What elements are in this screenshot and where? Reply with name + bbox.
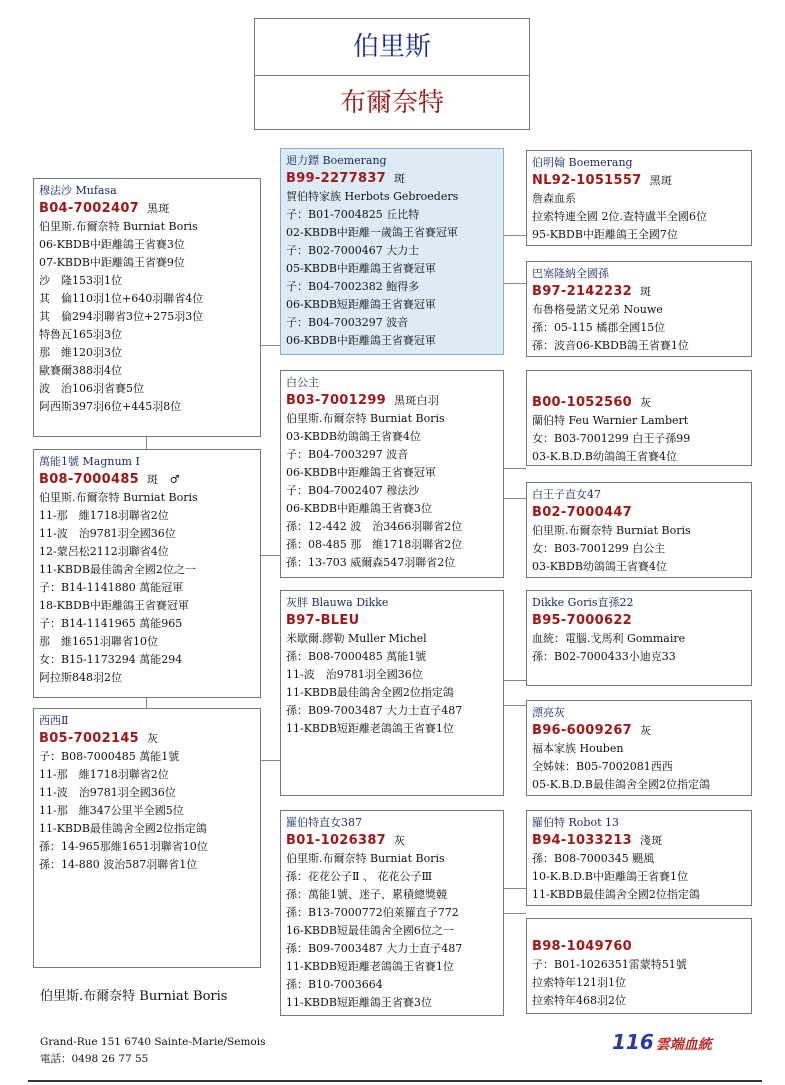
info-line: 伯里斯.布爾奈特 Burniat Boris (532, 524, 691, 537)
info-line: 阿西斯397羽6位+445羽8位 (39, 400, 182, 413)
card-sire-dam-dam (526, 482, 752, 578)
info-line: 賀伯特家族 Herbots Gebroeders (286, 190, 459, 203)
info-line: 沙 隆153羽1位 (39, 274, 122, 287)
pigeon-color: 灰 (147, 732, 159, 745)
info-line: 詹森血系 (532, 192, 576, 205)
info-line: 孫：13-703 威爾森547羽聯省2位 (286, 556, 456, 569)
info-line: 孫：波音06-KBDB鴿王省賽1位 (532, 339, 689, 352)
pigeon-name: 白王子直女47 (532, 488, 601, 501)
info-line: 子：B02-7000467 大力士 (286, 244, 420, 257)
card-dam-dam (33, 708, 261, 968)
info-line: 那 維120羽3位 (39, 346, 122, 359)
pigeon-name: 穆法沙 Mufasa (39, 184, 117, 197)
title-line-1: 伯里斯 (255, 19, 529, 76)
pigeon-color: 灰 (394, 834, 406, 847)
info-line: 10-K.B.D.B中距離鴿王省賽1位 (532, 870, 689, 883)
logo-text: 雲端血統 (655, 1037, 712, 1053)
info-line: 06-KBDB中距離鴿王省賽冠軍 (286, 466, 436, 479)
card-sire-sire-sire (526, 150, 752, 246)
pigeon-color: 淺斑 (640, 834, 663, 847)
ring-number: B02-7000447 (532, 505, 633, 520)
info-line: 伯里斯.布爾奈特 Burniat Boris (39, 220, 198, 233)
info-line: 03-KBDB幼鴿鴿王省賽4位 (532, 560, 667, 573)
info-line: 拉索特年468羽2位 (532, 994, 626, 1007)
info-line: 16-KBDB短最佳鴿舍全國6位之一 (286, 924, 454, 937)
info-line: 女：B03-7001299 白王子孫99 (532, 432, 691, 445)
info-line: 03-K.B.D.B幼鴿鴿王省賽4位 (532, 450, 678, 463)
info-line: 子：B08-7000485 萬能1號 (39, 750, 180, 763)
ring-number: B99-2277837 (286, 171, 387, 186)
card-dam (33, 449, 261, 698)
info-line: 孫：12-442 波 治3466羽聯省2位 (286, 520, 463, 533)
info-line: 12-蒙呂松2112羽聯省4位 (39, 545, 169, 558)
info-line: 孫：14-965那維1651羽聯省10位 (39, 840, 208, 853)
ring-number: B03-7001299 (286, 393, 387, 408)
info-line: 子：B04-7003297 波音 (286, 448, 409, 461)
info-line: 孫：B09-7003487 大力士直子487 (286, 704, 463, 717)
ring-number: B04-7002407 (39, 201, 140, 216)
info-line: 伯里斯.布爾奈特 Burniat Boris (39, 491, 198, 504)
info-line: 那 維1651羽聯省10位 (39, 635, 158, 648)
connector-line (261, 555, 280, 556)
info-line: 子：B14-1141965 萬能965 (39, 617, 183, 630)
info-line: 歐賽爾388羽4位 (39, 364, 122, 377)
card-dam-dam-sire (280, 810, 504, 1016)
info-line: 孫：B13-7000772伯萊羅直子772 (286, 906, 459, 919)
info-line: 阿拉斯848羽2位 (39, 671, 122, 684)
info-line: 女：B03-7001299 白公主 (532, 542, 666, 555)
card-dam-sire (280, 590, 504, 796)
info-line: 子：B04-7002382 鮑得多 (286, 280, 420, 293)
info-line: 06-KBDB短距離鴿王省賽冠軍 (286, 298, 436, 311)
info-line: 02-KBDB中距離一歲鴿王省賽冠軍 (286, 226, 458, 239)
pigeon-name: 羅伯特直女387 (286, 816, 362, 829)
info-line: 11-KBDB短距離鴿王省賽3位 (286, 996, 432, 1009)
info-line: 11-那 維1718羽聯省2位 (39, 768, 169, 781)
connector-line (504, 705, 526, 706)
connector-line (146, 698, 147, 708)
ring-number: B98-1049760 (532, 939, 633, 954)
connector-line (504, 680, 526, 681)
pigeon-name: 萬能1號 Magnum Ⅰ (39, 455, 140, 468)
card-dam-dam-sire-dam (526, 918, 752, 1014)
info-line: 07-KBDB中距離鴿王省賽9位 (39, 256, 185, 269)
pigeon-name: 白公主 (286, 376, 319, 389)
connector-line (146, 437, 147, 449)
info-line: 孫：B08-7000345 颶風 (532, 852, 655, 865)
info-line: 03-KBDB幼鴿鴿王省賽4位 (286, 430, 421, 443)
pigeon-name: 迴力鏢 Boemerang (286, 154, 387, 167)
info-line: 06-KBDB中距離鴿王省賽冠軍 (286, 334, 436, 347)
pigeon-color: 斑 (640, 285, 652, 298)
info-line: 11-KBDB最佳鴿舍全國2位指定鴿 (532, 888, 700, 901)
info-line: 女：B15-1173294 萬能294 (39, 653, 183, 666)
info-line: 11-波 治9781羽全國36位 (39, 527, 176, 540)
connector-line (504, 913, 526, 914)
info-line: 孫：08-485 那 維1718羽聯省2位 (286, 538, 463, 551)
pigeon-name: 巴塞隆納全國孫 (532, 267, 609, 280)
breeder-name: 伯里斯.布爾奈特 Burniat Boris (40, 989, 228, 1004)
pigeon-name: 灰胖 Blauwa Dikke (286, 596, 389, 609)
info-line: 特魯瓦165羽3位 (39, 328, 122, 341)
info-line: 波 治106羽省賽5位 (39, 382, 144, 395)
info-line: 孫：B10-7003664 (286, 978, 383, 991)
card-sire-dam (280, 370, 504, 578)
info-line: 子：B14-1141880 萬能冠軍 (39, 581, 184, 594)
info-line: 孫：B09-7003487 大力士直子487 (286, 942, 463, 955)
ring-number: B00-1052560 (532, 395, 633, 410)
title-box (254, 18, 530, 130)
pigeon-color: 斑 (394, 172, 406, 185)
contact-info (40, 1034, 265, 1068)
ring-number: B05-7002145 (39, 731, 140, 746)
info-line: 全姊妹：B05-7002081西西 (532, 760, 673, 773)
pigeon-color: 黑斑 (147, 202, 170, 215)
bottom-divider (28, 1080, 762, 1082)
pigeon-name: Dikke Goris直孫22 (532, 596, 634, 609)
card-dam-sire-dam (526, 700, 752, 796)
ring-number: B97-2142232 (532, 284, 633, 299)
info-line: 孫：萬能1號、迷子、累積總獎競 (286, 888, 447, 901)
info-line: 11-波 治9781羽全國36位 (286, 668, 423, 681)
connector-line (261, 760, 280, 761)
info-line: 18-KBDB中距離鴿王省賽冠軍 (39, 599, 189, 612)
ring-number: B94-1033213 (532, 833, 633, 848)
connector-line (504, 498, 526, 499)
phone: 電話：0498 26 77 55 (40, 1053, 149, 1065)
info-line: 11-KBDB最佳鴿舍全國2位指定鴿 (39, 822, 207, 835)
info-line: 11-KBDB最佳鴿舍全國2位指定鴿 (286, 686, 454, 699)
info-line: 血統：電腦.戈馬利 Gommaire (532, 632, 686, 645)
card-dam-dam-sire-sire (526, 810, 752, 906)
info-line: 11-那 維347公里半全國5位 (39, 804, 184, 817)
info-line: 子：B04-7002407 穆法沙 (286, 484, 420, 497)
connector-line (504, 888, 526, 889)
pigeon-color: 黑斑 (649, 174, 673, 187)
card-sire-sire (280, 148, 504, 355)
pigeon-name: 漂亮灰 (532, 706, 565, 719)
card-sire-dam-sire (526, 370, 752, 466)
info-line: 布魯格曼諾文兄弟 Nouwe (532, 303, 663, 316)
info-line: 福本家族 Houben (532, 742, 624, 755)
info-line: 11-那 維1718羽聯省2位 (39, 509, 169, 522)
connector-line (504, 235, 526, 236)
info-line: 其 倫294羽聯省3位+275羽3位 (39, 310, 204, 323)
info-line: 06-KBDB中距離鴿王省賽3位 (39, 238, 185, 251)
info-line: 95-KBDB中距離鴿王全國7位 (532, 228, 678, 241)
info-line: 孫：14-880 波治587羽聯省1位 (39, 858, 198, 871)
info-line: 子：B01-1026351雷蒙特51號 (532, 958, 687, 971)
info-line: 其 倫110羽1位+640羽聯省4位 (39, 292, 204, 305)
info-line: 伯里斯.布爾奈特 Burniat Boris (286, 852, 445, 865)
info-line: 05-K.B.D.B最佳鴿舍全國2位指定鴿 (532, 778, 711, 791)
pigeon-name: 伯明翰 Boemerang (532, 156, 633, 169)
info-line: 孫：B08-7000485 萬能1號 (286, 650, 427, 663)
connector-line (261, 345, 280, 346)
info-line: 子：B04-7003297 波音 (286, 316, 409, 329)
pigeon-color: 黑斑白羽 (394, 394, 440, 407)
brand-logo (612, 1030, 712, 1054)
info-line: 拉索特連全國 2位.查特盧半全國6位 (532, 210, 707, 223)
card-sire (33, 178, 261, 437)
info-line: 孫：花花公子Ⅱ 、 花花公子Ⅲ (286, 870, 433, 883)
pigeon-name: 羅伯特 Robot 13 (532, 816, 619, 829)
pigeon-color: 斑 ♂ (147, 473, 180, 486)
info-line: 蘭伯特 Feu Warnier Lambert (532, 414, 689, 427)
logo-number: 116 (612, 1030, 654, 1054)
title-line-2: 布爾奈特 (339, 88, 444, 118)
pigeon-name: 西西Ⅱ (39, 714, 69, 727)
info-line: 子：B01-7004825 丘比特 (286, 208, 420, 221)
card-sire-sire-dam (526, 261, 752, 357)
ring-number: B95-7000622 (532, 613, 633, 628)
info-line: 伯里斯.布爾奈特 Burniat Boris (286, 412, 445, 425)
info-line: 06-KBDB中距離鴿王省賽3位 (286, 502, 432, 515)
ring-number: B97-BLEU (286, 613, 360, 628)
address: Grand-Rue 151 6740 Sainte-Marie/Semois (40, 1036, 266, 1048)
info-line: 米歇爾.繆勒 Muller Michel (286, 632, 427, 645)
pigeon-color: 灰 (640, 396, 652, 409)
info-line: 11-KBDB最佳鴿舍全國2位之一 (39, 563, 196, 576)
info-line: 11-KBDB短距離老鴿鴿王省賽1位 (286, 960, 454, 973)
connector-line (504, 468, 526, 469)
info-line: 拉索特年121羽1位 (532, 976, 626, 989)
ring-number: B96-6009267 (532, 723, 633, 738)
ring-number: B01-1026387 (286, 833, 387, 848)
ring-number: B08-7000485 (39, 472, 140, 487)
info-line: 05-KBDB中距離鴿王省賽冠軍 (286, 262, 436, 275)
info-line: 11-KBDB短距離老鴿鴿王省賽1位 (286, 722, 454, 735)
card-dam-sire-sire (526, 590, 752, 686)
info-line: 11-波 治9781羽全國36位 (39, 786, 176, 799)
ring-number: NL92-1051557 (532, 173, 642, 188)
connector-line (504, 283, 526, 284)
info-line: 孫：B02-7000433小迪克33 (532, 650, 676, 663)
info-line: 孫：05-115 橘郡全國15位 (532, 321, 666, 334)
pigeon-color: 灰 (640, 724, 652, 737)
